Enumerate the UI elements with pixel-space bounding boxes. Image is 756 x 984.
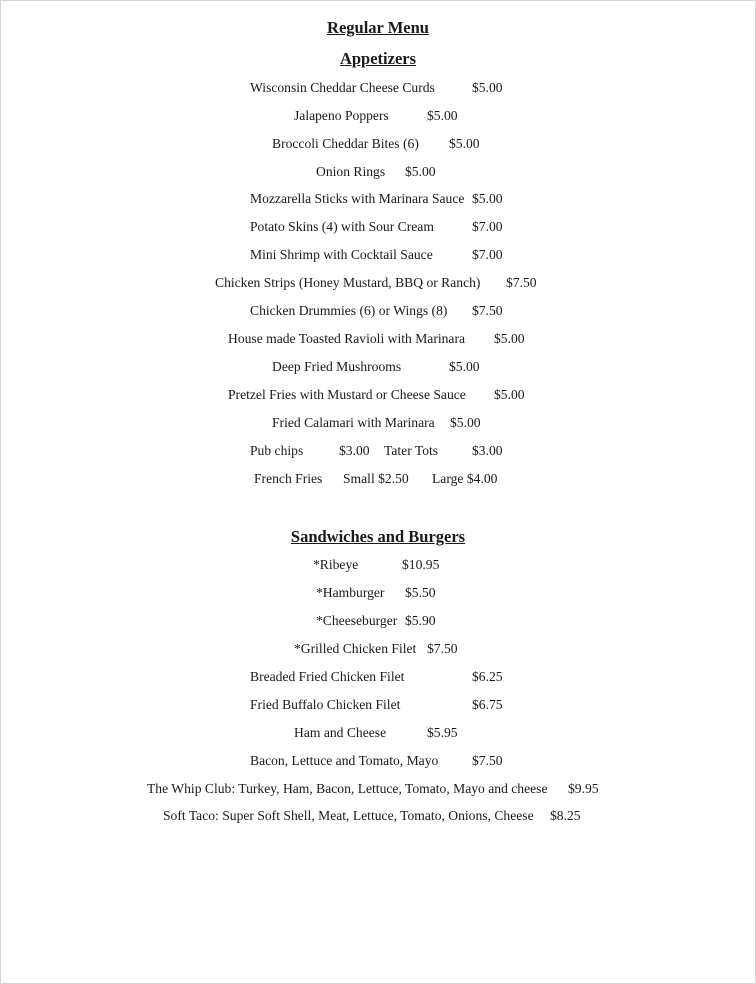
item-name: *Ribeye [313,557,359,572]
item-price: Large $4.00 [432,471,498,486]
item-price: $3.00 [472,443,503,458]
item-name: House made Toasted Ravioli with Marinara [228,331,466,346]
item-name: *Hamburger [316,585,385,600]
item-name: Mozzarella Sticks with Marinara Sauce [250,191,465,206]
item-price: $7.50 [427,641,458,656]
item-name: *Cheeseburger [316,613,398,628]
item-name: Pretzel Fries with Mustard or Cheese Sauce [228,387,466,402]
item-price: $5.50 [405,585,436,600]
item-name: Onion Rings [316,164,386,179]
item-name: Breaded Fried Chicken Filet [250,669,405,684]
item-price: $5.00 [494,331,525,346]
item-name: Fried Calamari with Marinara [272,415,435,430]
item-price: $5.00 [427,108,458,123]
item-name: Deep Fried Mushrooms [272,359,402,374]
item-name: Chicken Drummies (6) or Wings (8) [250,303,448,318]
item-name: *Grilled Chicken Filet [294,641,417,656]
item-price: $9.95 [568,781,599,796]
item-name: Jalapeno Poppers [294,108,389,123]
item-price: $7.50 [472,753,503,768]
item-price: $7.50 [506,275,537,290]
item-price: Small $2.50 [343,471,409,486]
item-price: $7.00 [472,219,503,234]
item-name: The Whip Club: Turkey, Ham, Bacon, Lettuce, Tomato, Mayo and cheese [147,781,548,796]
item-price: $6.25 [472,669,503,684]
item-name: Soft Taco: Super Soft Shell, Meat, Lettuce, Tomato, Onions, Cheese [163,808,534,823]
item-name: Fried Buffalo Chicken Filet [250,697,401,712]
item-price: $7.00 [472,247,503,262]
item-price: $5.00 [449,136,480,151]
item-name: Wisconsin Cheddar Cheese Curds [250,80,435,95]
item-name: Chicken Strips (Honey Mustard, BBQ or Ranch) [215,275,481,290]
item-price: $5.00 [494,387,525,402]
appetizers-heading: Appetizers [339,49,417,68]
item-name: Broccoli Cheddar Bites (6) [272,136,419,151]
item-price: $7.50 [472,303,503,318]
item-price: $8.25 [550,808,581,823]
item-price: $3.00 [339,443,370,458]
item-price: $6.75 [472,697,503,712]
menu-title: Regular Menu [327,18,429,37]
item-price: $10.95 [402,557,440,572]
item-name: Ham and Cheese [294,725,387,740]
item-name: Mini Shrimp with Cocktail Sauce [250,247,433,262]
item-price: $5.00 [472,191,503,206]
item-name: Potato Skins (4) with Sour Cream [250,219,434,234]
item-price: $5.90 [405,613,436,628]
item-name: Tater Tots [384,443,439,458]
item-price: $5.00 [472,80,503,95]
sandwiches-heading: Sandwiches and Burgers [290,527,466,546]
item-name: French Fries [254,471,323,486]
item-price: $5.00 [449,359,480,374]
item-price: $5.00 [405,164,436,179]
item-price: $5.00 [450,415,481,430]
item-name: Bacon, Lettuce and Tomato, Mayo [250,753,439,768]
item-price: $5.95 [427,725,458,740]
item-name: Pub chips [250,443,304,458]
